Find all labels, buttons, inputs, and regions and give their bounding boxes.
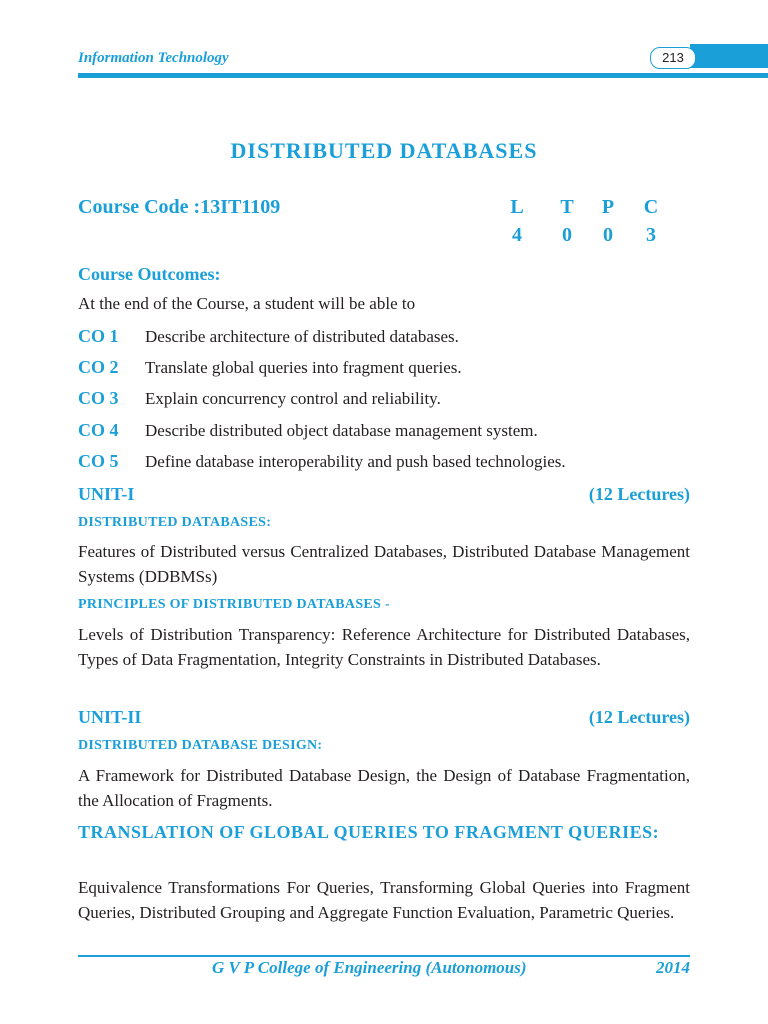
ltpc-label-p: P <box>601 196 615 218</box>
unit-2-subheading: DISTRIBUTED DATABASE DESIGN: <box>78 738 323 753</box>
footer-year: 2014 <box>656 958 690 977</box>
unit-2-title: UNIT-II <box>78 707 142 727</box>
page-number: 213 <box>650 47 696 69</box>
co-text: Explain concurrency control and reliability. <box>145 389 441 408</box>
footer-college: G V P College of Engineering (Autonomous) <box>212 958 527 977</box>
unit-1-title: UNIT-I <box>78 484 135 504</box>
header-department: Information Technology <box>78 50 229 66</box>
co-label: CO 3 <box>78 388 119 408</box>
unit-2-text-2: Equivalence Transformations For Queries, Transforming Global Queries into Fragment Queries, Distributed Grouping and Aggregate Function Evaluation, Parametric Queries. <box>78 878 690 922</box>
co-label: CO 2 <box>78 357 119 377</box>
co-text: Translate global queries into fragment queries. <box>145 358 462 377</box>
header-tab <box>690 44 768 68</box>
header-rule <box>78 73 768 78</box>
page-title: DISTRIBUTED DATABASES <box>230 138 538 163</box>
ltpc-value-p: 0 <box>603 224 613 246</box>
outcomes-heading: Course Outcomes: <box>78 264 221 284</box>
ltpc-value-l: 4 <box>512 224 522 246</box>
course-code: Course Code :13IT1109 <box>78 196 281 218</box>
co-text: Define database interoperability and push based technologies. <box>145 452 566 471</box>
unit-1-subheading-2: PRINCIPLES OF DISTRIBUTED DATABASES - <box>78 597 390 612</box>
unit-1-text-2: Levels of Distribution Transparency: Reference Architecture for Distributed Databases, Types of Data Fragmentation, Integrity Constraints in Distributed Databases. <box>78 625 690 669</box>
co-label: CO 1 <box>78 326 119 346</box>
co-label: CO 5 <box>78 451 119 471</box>
ltpc-label-l: L <box>510 196 524 218</box>
ltpc-value-t: 0 <box>562 224 572 246</box>
unit-2-text: A Framework for Distributed Database Design, the Design of Database Fragmentation, the Allocation of Fragments. <box>78 766 690 810</box>
ltpc-value-c: 3 <box>646 224 656 246</box>
co-text: Describe distributed object database management system. <box>145 421 538 440</box>
unit-2-lectures: (12 Lectures) <box>588 707 690 727</box>
unit-1-lectures: (12 Lectures) <box>588 484 690 504</box>
footer-rule <box>78 955 690 957</box>
ltpc-label-t: T <box>560 196 574 218</box>
unit-2-subheading-2: TRANSLATION OF GLOBAL QUERIES TO FRAGMENT QUERIES: <box>78 822 660 842</box>
unit-1-subheading: DISTRIBUTED DATABASES: <box>78 515 272 530</box>
co-label: CO 4 <box>78 420 119 440</box>
outcomes-intro: At the end of the Course, a student will be able to <box>78 294 416 313</box>
ltpc-label-c: C <box>643 196 659 218</box>
co-text: Describe architecture of distributed databases. <box>145 327 459 346</box>
unit-1-text: Features of Distributed versus Centralized Databases, Distributed Database Management Systems (DDBMSs) <box>78 542 690 586</box>
